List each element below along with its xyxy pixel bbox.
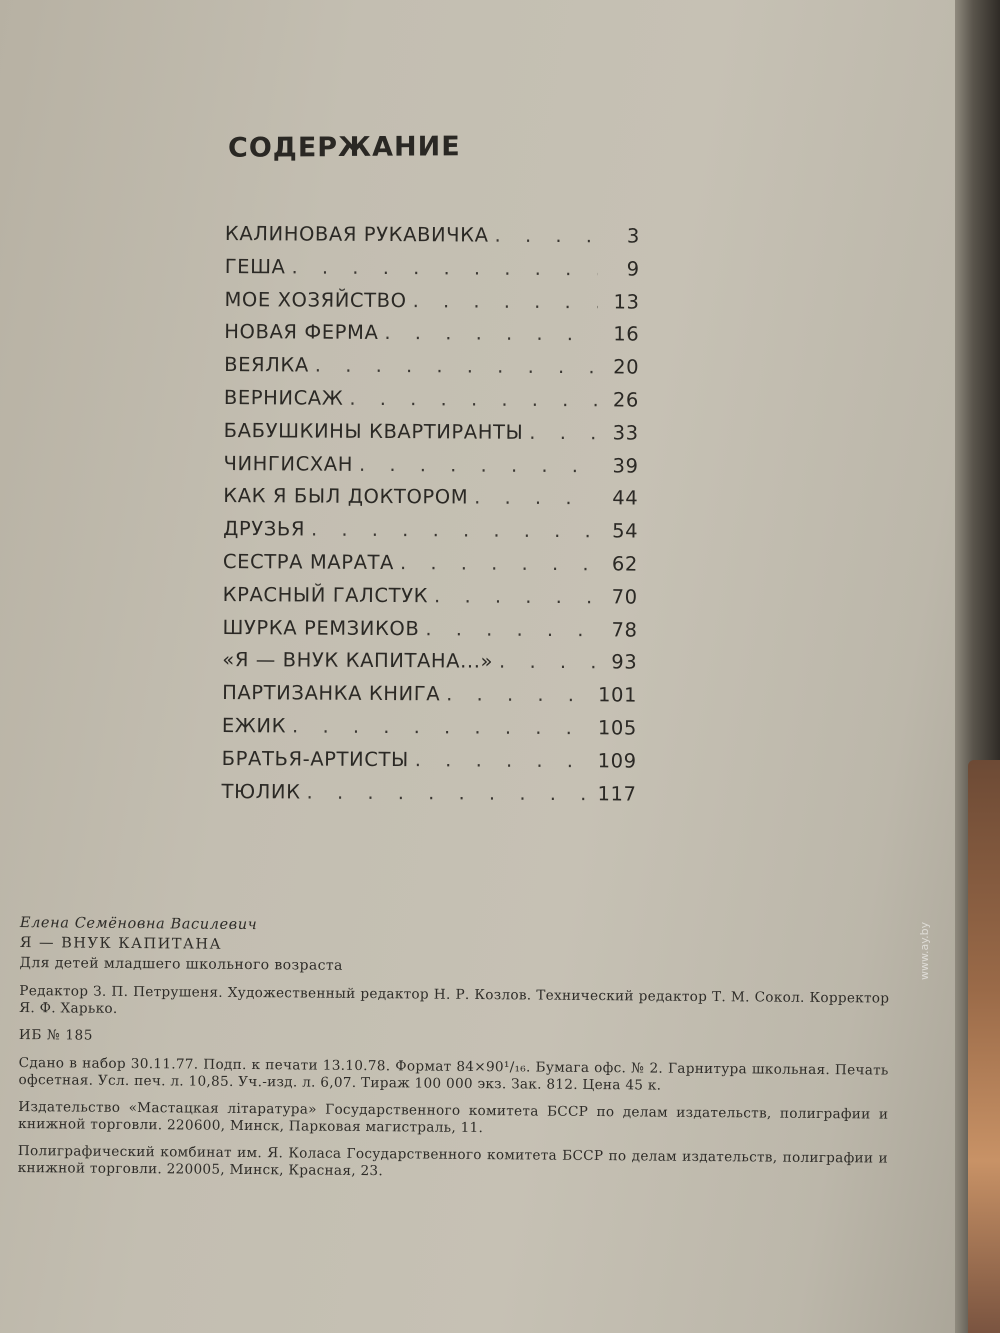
toc-entry-title: СЕСТРА МАРАТА bbox=[222, 549, 395, 575]
toc-leader-dots bbox=[499, 650, 595, 674]
imprint-audience: Для детей младшего школьного возраста bbox=[19, 954, 343, 974]
facing-page-illustration-edge bbox=[968, 760, 1000, 1333]
toc-leader-dots bbox=[311, 518, 596, 543]
imprint-author: Елена Семёновна Василевич bbox=[19, 915, 258, 934]
imprint-ib-number: ИБ № 185 bbox=[18, 1026, 94, 1044]
toc-leader-dots bbox=[474, 486, 596, 510]
toc-leader-dots bbox=[315, 354, 597, 379]
toc-entry-title: ПАРТИЗАНКА КНИГА bbox=[222, 681, 441, 706]
toc-entry bbox=[223, 550, 638, 585]
toc-entry bbox=[222, 681, 637, 716]
toc-entry bbox=[224, 353, 639, 388]
toc-leader-dots bbox=[292, 714, 592, 739]
imprint-book-title: Я — ВНУК КАПИТАНА bbox=[19, 934, 223, 953]
toc-leader-dots bbox=[349, 387, 597, 412]
toc-entry bbox=[225, 255, 640, 290]
toc-entry-page: 20 bbox=[613, 355, 640, 379]
toc-entry-page: 117 bbox=[597, 781, 637, 806]
toc-entry-title: НОВАЯ ФЕРМА bbox=[224, 320, 379, 345]
toc-entry bbox=[222, 616, 637, 651]
imprint-editors: Редактор З. П. Петрушеня. Художественный редактор Н. Р. Козлов. Технический редактор Т. М. Сокол. Корректор Я. Ф. Харько. bbox=[19, 982, 890, 1017]
toc-entry-page: 109 bbox=[597, 749, 637, 773]
toc-entry-page: 70 bbox=[611, 585, 638, 609]
toc-leader-dots bbox=[307, 780, 592, 805]
toc-entry-page: 78 bbox=[611, 617, 638, 642]
toc-leader-dots bbox=[400, 551, 596, 575]
toc-leader-dots bbox=[425, 617, 595, 641]
toc-entry-page: 16 bbox=[613, 322, 640, 346]
toc-entry bbox=[224, 419, 639, 454]
toc-entry-title: МОЕ ХОЗЯЙСТВО bbox=[224, 287, 407, 312]
toc-entry-page: 3 bbox=[626, 224, 640, 248]
toc-entry bbox=[221, 780, 636, 815]
toc-leader-dots bbox=[291, 255, 597, 280]
toc-entry-title: КАК Я БЫЛ ДОКТОРОМ bbox=[223, 484, 469, 509]
toc-entry-title: ВЕРНИСАЖ bbox=[223, 385, 344, 410]
toc-entry-page: 13 bbox=[613, 289, 640, 314]
toc-entry-title: КАЛИНОВАЯ РУКАВИЧКА bbox=[224, 222, 489, 247]
toc-entry-title: «Я — ВНУК КАПИТАНА...» bbox=[222, 648, 494, 674]
watermark: www.ay.by bbox=[918, 921, 931, 980]
toc-leader-dots bbox=[446, 683, 592, 707]
toc-entry-page: 33 bbox=[612, 421, 639, 445]
toc-entry-title: ЧИНГИСХАН bbox=[223, 451, 354, 476]
toc-entry-page: 105 bbox=[597, 716, 637, 740]
toc-entry-page: 9 bbox=[626, 257, 640, 281]
toc-entry-title: ЕЖИК bbox=[221, 713, 287, 738]
toc-entry bbox=[223, 452, 638, 487]
toc-leader-dots bbox=[384, 321, 597, 345]
imprint-print-info: Сдано в набор 30.11.77. Подп. к печати 13.10.78. Формат 84×90¹/₁₆. Бумага офс. № 2. Гарнитура школьная. Печать офсетная. Усл. печ. л. 10,85. Уч.-изд. л. 6,07. Тираж 100 000 экз. Зак. 812. Цена 45 к. bbox=[18, 1054, 889, 1094]
toc-entry bbox=[222, 648, 637, 683]
toc-entry bbox=[222, 747, 637, 782]
toc-entry bbox=[224, 320, 639, 355]
toc-entry bbox=[223, 517, 638, 552]
toc-entry-title: ВЕЯЛКА bbox=[224, 353, 309, 377]
toc-entry-title: ТЮЛИК bbox=[221, 779, 301, 804]
imprint-printer: Полиграфический комбинат им. Я. Коласа Государственного комитета БССР по делам издательств, полиграфии и книжной торговли. 220005, Минск, Красная, 23. bbox=[17, 1142, 888, 1180]
toc-entry-page: 62 bbox=[611, 552, 638, 576]
toc-entry bbox=[223, 484, 638, 519]
toc-entry-title: ДРУЗЬЯ bbox=[223, 517, 306, 541]
toc-entry-page: 101 bbox=[598, 683, 638, 707]
toc-entry-page: 26 bbox=[612, 388, 639, 412]
toc-entry-page: 54 bbox=[612, 519, 639, 543]
toc-entry-page: 93 bbox=[611, 650, 638, 674]
toc-title: СОДЕРЖАНИЕ bbox=[228, 131, 461, 164]
toc-entry-title: ГЕША bbox=[224, 254, 286, 279]
toc-entry bbox=[222, 714, 637, 749]
toc-entry bbox=[225, 222, 640, 257]
toc-entry-title: БРАТЬЯ-АРТИСТЫ bbox=[221, 746, 409, 771]
toc-leader-dots bbox=[495, 224, 598, 248]
toc-leader-dots bbox=[415, 748, 592, 772]
imprint-publisher: Издательство «Мастацкая лiтаратура» Государственного комитета БССР по делам издательств, полиграфии и книжной торговли. 220600, Минск, Парковая магистраль, 11. bbox=[18, 1098, 889, 1137]
toc-entry-page: 44 bbox=[612, 486, 639, 510]
toc-leader-dots bbox=[529, 421, 597, 444]
imprint-block bbox=[18, 915, 890, 1195]
toc-entry-title: КРАСНЫЙ ГАЛСТУК bbox=[222, 582, 429, 608]
toc-leader-dots bbox=[359, 452, 597, 476]
toc-leader-dots bbox=[434, 584, 596, 608]
toc-entry bbox=[224, 288, 639, 323]
toc-entry bbox=[224, 386, 639, 421]
toc-leader-dots bbox=[413, 289, 598, 313]
toc-entry-title: ШУРКА РЕМЗИКОВ bbox=[222, 615, 420, 640]
toc-entry bbox=[223, 583, 638, 618]
toc-entry-title: БАБУШКИНЫ КВАРТИРАНТЫ bbox=[223, 418, 524, 444]
toc-list bbox=[221, 222, 640, 815]
toc-entry-page: 39 bbox=[612, 453, 639, 478]
